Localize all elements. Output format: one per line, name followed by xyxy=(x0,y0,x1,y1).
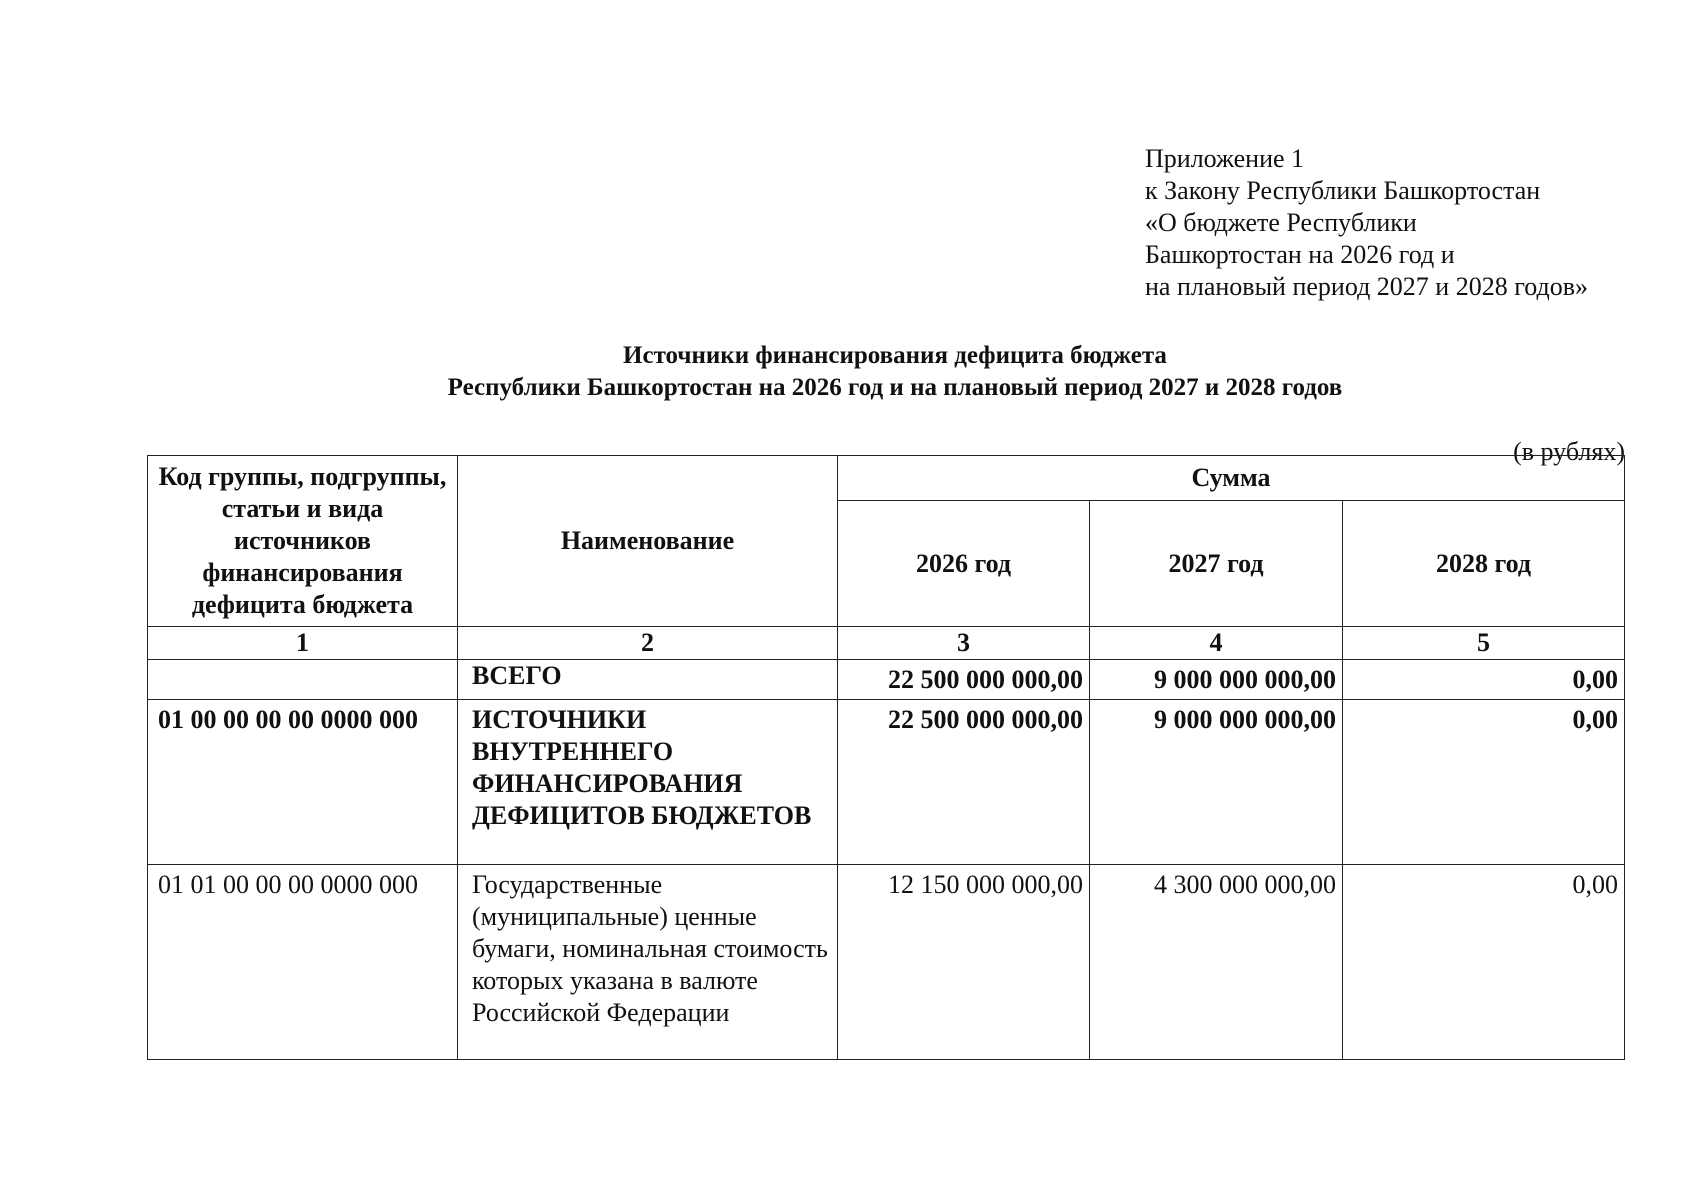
row-name: ВСЕГО xyxy=(458,660,838,700)
row-code: 01 00 00 00 00 0000 000 xyxy=(148,700,458,865)
appendix-line: Приложение 1 xyxy=(1145,144,1305,173)
row-code xyxy=(148,660,458,700)
appendix-line: Башкортостан на 2026 год и xyxy=(1145,240,1455,269)
row-value-2026: 12 150 000 000,00 xyxy=(838,865,1090,1060)
row-value-2027: 9 000 000 000,00 xyxy=(1090,660,1343,700)
header-year-2026: 2026 год xyxy=(838,501,1090,627)
row-value-2027: 4 300 000 000,00 xyxy=(1090,865,1343,1060)
row-code: 01 01 00 00 00 0000 000 xyxy=(148,865,458,1060)
units-label: (в рублях) xyxy=(1513,437,1625,466)
row-value-2026: 22 500 000 000,00 xyxy=(838,700,1090,865)
row-value-2027: 9 000 000 000,00 xyxy=(1090,700,1343,865)
budget-table xyxy=(147,455,1625,1060)
table-row xyxy=(148,700,1625,865)
row-value-2026: 22 500 000 000,00 xyxy=(838,660,1090,700)
appendix-line: на плановый период 2027 и 2028 годов» xyxy=(1145,272,1588,301)
header-name: Наименование xyxy=(458,456,838,627)
header-year-2028: 2028 год xyxy=(1343,501,1625,627)
column-number: 3 xyxy=(838,627,1090,660)
appendix-line: «О бюджете Республики xyxy=(1145,208,1417,237)
table-row xyxy=(148,660,1625,700)
header-year-2027: 2027 год xyxy=(1090,501,1343,627)
column-number: 4 xyxy=(1090,627,1343,660)
title-line-1: Источники финансирования дефицита бюджета xyxy=(623,342,1167,369)
appendix-block xyxy=(1145,143,1588,303)
row-value-2028: 0,00 xyxy=(1343,700,1625,865)
document-title xyxy=(0,340,1697,404)
header-code: Код группы, подгруппы, статьи и вида источников финансирования дефицита бюджета xyxy=(148,456,458,627)
row-name: Государственные (муниципальные) ценные бумаги, номинальная стоимость которых указана в валюте Российской Федерации xyxy=(458,865,838,1060)
header-sum: Сумма xyxy=(838,456,1625,501)
header-row xyxy=(148,456,1625,501)
appendix-line: к Закону Республики Башкортостан xyxy=(1145,176,1541,205)
column-number: 2 xyxy=(458,627,838,660)
row-value-2028: 0,00 xyxy=(1343,865,1625,1060)
column-number: 5 xyxy=(1343,627,1625,660)
table-row xyxy=(148,865,1625,1060)
column-number: 1 xyxy=(148,627,458,660)
row-name: ИСТОЧНИКИ ВНУТРЕННЕГО ФИНАНСИРОВАНИЯ ДЕФИЦИТОВ БЮДЖЕТОВ xyxy=(458,700,838,865)
column-numbers-row xyxy=(148,627,1625,660)
title-line-2: Республики Башкортостан на 2026 год и на плановый период 2027 и 2028 годов xyxy=(447,374,1343,401)
row-value-2028: 0,00 xyxy=(1343,660,1625,700)
